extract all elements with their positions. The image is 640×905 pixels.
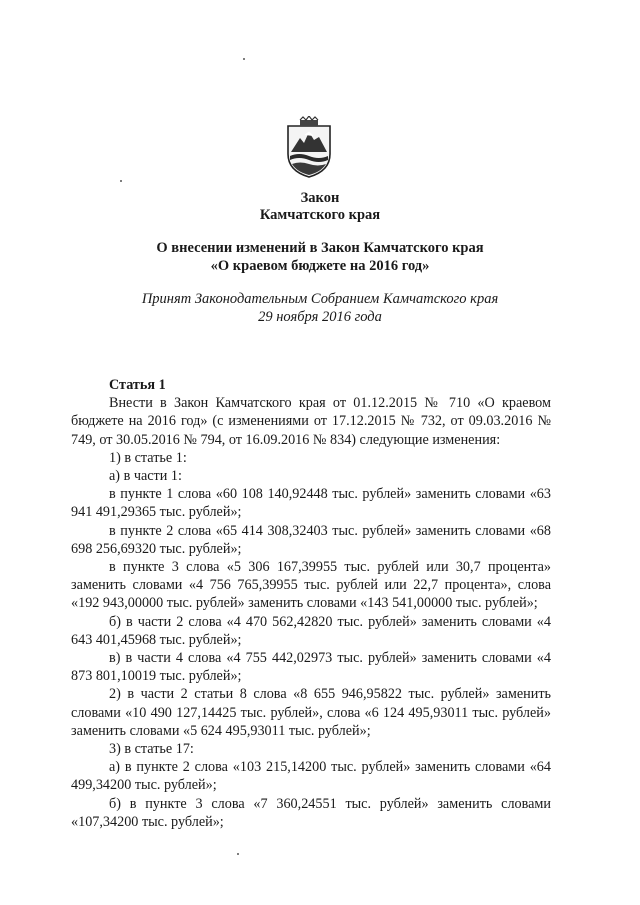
article-paragraph: 3) в статье 17: bbox=[109, 741, 194, 758]
article-body bbox=[71, 376, 551, 831]
article-paragraph: в) в части 4 слова «4 755 442,02973 тыс. рублей» заменить словами «4 873 801,10019 тыс. рублей»; bbox=[71, 650, 551, 685]
adoption-date: 29 ноября 2016 года bbox=[258, 309, 382, 325]
article-paragraph: 1) в статье 1: bbox=[109, 449, 187, 466]
article-paragraph: в пункте 3 слова «5 306 167,39955 тыс. рублей или 30,7 процента» заменить словами «4 756 765,39955 тыс. рублей или 22,7 процента», слова «192 943,00000 тыс. рублей» заменить словами «143 541,00000 тыс. рублей»; bbox=[71, 559, 551, 612]
article-paragraph: 2) в части 2 статьи 8 слова «8 655 946,95822 тыс. рублей» заменить словами «10 490 127,14425 тыс. рублей», слова «6 124 495,93011 тыс. рублей» заменить словами «5 624 495,93011 тыс. рублей»; bbox=[71, 686, 551, 739]
document-type: Закон bbox=[300, 190, 340, 206]
article-paragraph: в пункте 2 слова «65 414 308,32403 тыс. рублей» заменить словами «68 698 256,69320 тыс. рублей»; bbox=[71, 522, 551, 557]
article-paragraph: б) в пункте 3 слова «7 360,24551 тыс. рублей» заменить словами «107,34200 тыс. рублей»; bbox=[71, 795, 551, 830]
article-paragraph: а) в пункте 2 слова «103 215,14200 тыс. рублей» заменить словами «64 499,34200 тыс. рублей»; bbox=[71, 759, 551, 794]
article-paragraph: Внести в Закон Камчатского края от 01.12.2015 № 710 «О краевом бюджете на 2016 год» (с изменениями от 17.12.2015 № 732, от 09.03.2016 № 749, от 30.05.2016 № 794, от 16.09.2016 № 834) следующие изменения: bbox=[71, 395, 551, 448]
law-subject-line-1: О внесении изменений в Закон Камчатского края bbox=[156, 240, 484, 256]
article-paragraph: б) в части 2 слова «4 470 562,42820 тыс. рублей» заменить словами «4 643 401,45968 тыс. рублей»; bbox=[71, 613, 551, 648]
adoption-line-1: Принят Законодательным Собранием Камчатского края bbox=[141, 291, 499, 307]
law-subject-line-2: «О краевом бюджете на 2016 год» bbox=[210, 258, 430, 274]
scan-speck bbox=[120, 180, 122, 182]
kamchatka-coat-of-arms-icon bbox=[283, 116, 335, 179]
article-heading: Статья 1 bbox=[109, 377, 166, 393]
article-paragraph: в пункте 1 слова «60 108 140,92448 тыс. рублей» заменить словами «63 941 491,29365 тыс. рублей»; bbox=[71, 486, 551, 521]
issuing-region: Камчатского края bbox=[259, 207, 381, 223]
article-paragraph: а) в части 1: bbox=[109, 468, 182, 485]
scan-speck bbox=[243, 58, 245, 60]
scan-speck bbox=[237, 853, 239, 855]
